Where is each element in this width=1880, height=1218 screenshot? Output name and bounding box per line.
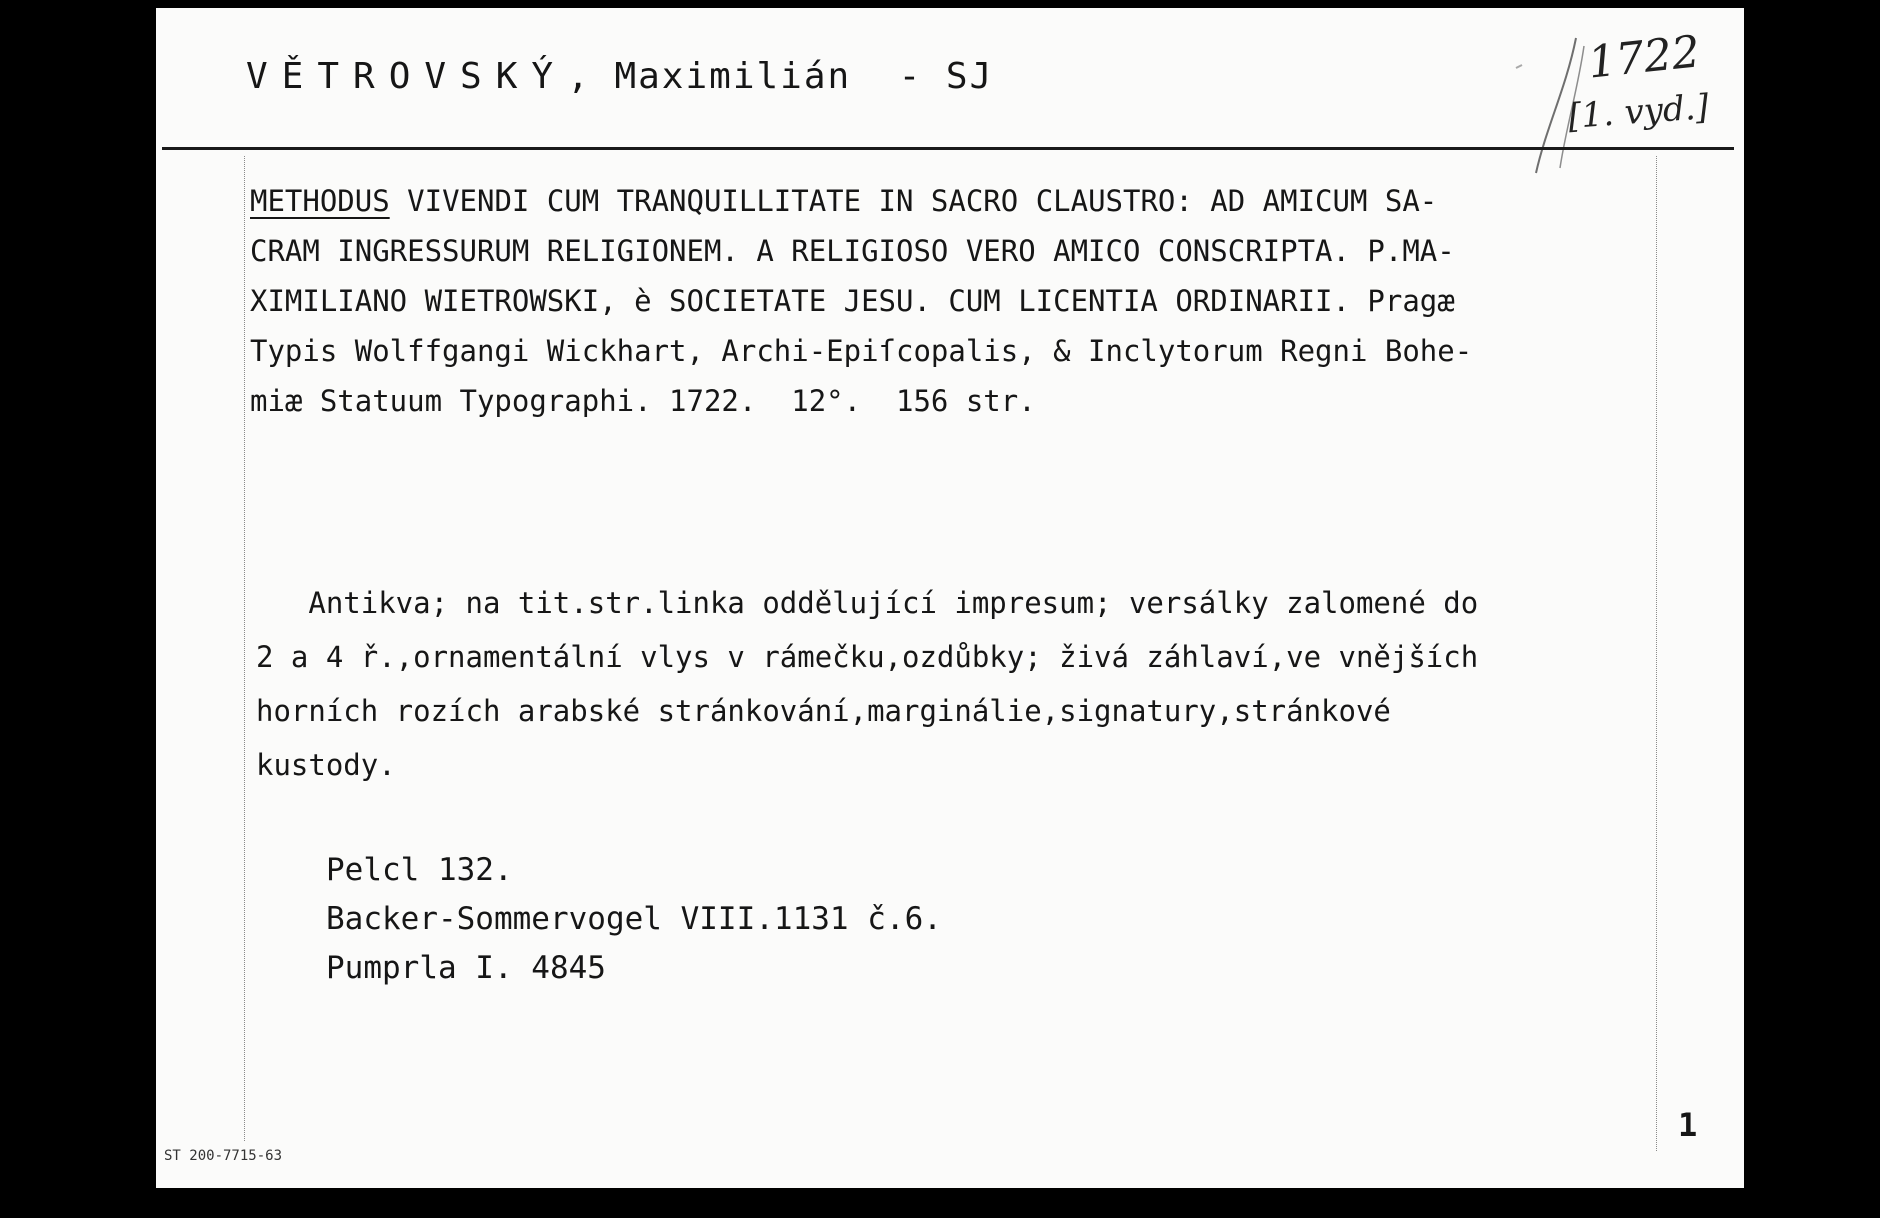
title-line: CRAM INGRESSURUM RELIGIONEM. A RELIGIOSO VERO AMICO CONSCRIPTA. P.MA- bbox=[250, 234, 1455, 268]
author-given-name: Maximilián bbox=[614, 56, 852, 97]
left-margin-rule bbox=[244, 156, 245, 1141]
physical-description bbox=[256, 576, 1656, 792]
religious-order: - SJ bbox=[898, 56, 994, 97]
description-line: horních rozích arabské stránkování,marginálie,signatury,stránkové bbox=[256, 694, 1391, 728]
reference-item: Pumprla I. 4845 bbox=[326, 950, 606, 986]
title-line: Typis Wolffgangi Wickhart, Archi-Epiſcopalis, & Inclytorum Regni Bohe- bbox=[250, 334, 1473, 368]
form-code: ST 200-7715-63 bbox=[164, 1148, 283, 1164]
card-page-number: 1 bbox=[1678, 1106, 1698, 1144]
catalog-card bbox=[156, 8, 1744, 1188]
description-line: Antikva; na tit.str.linka oddělující impresum; versálky zalomené do bbox=[256, 586, 1479, 620]
title-line: miæ Statuum Typographi. 1722. 12°. 156 str. bbox=[250, 384, 1036, 418]
heading-rule bbox=[162, 147, 1734, 150]
handwritten-edition-note: [1. vyd.] bbox=[1566, 87, 1710, 137]
heading-comma: , bbox=[567, 56, 591, 97]
description-line: kustody. bbox=[256, 748, 396, 782]
bibliographic-title bbox=[250, 176, 1650, 426]
title-line: XIMILIANO WIETROWSKI, è SOCIETATE JESU. CUM LICENTIA ORDINARII. Pragæ bbox=[250, 284, 1455, 318]
reference-item: Pelcl 132. bbox=[326, 852, 513, 888]
reference-item: Backer-Sommervogel VIII.1131 č.6. bbox=[326, 901, 942, 937]
card-heading bbox=[246, 56, 993, 97]
right-margin-rule bbox=[1656, 156, 1657, 1151]
author-surname: VĚTROVSKÝ bbox=[246, 56, 568, 97]
title-line: METHODUS VIVENDI CUM TRANQUILLITATE IN SACRO CLAUSTRO: AD AMICUM SA- bbox=[250, 184, 1438, 218]
title-first-word: METHODUS bbox=[250, 184, 390, 218]
references-list bbox=[326, 846, 942, 993]
description-line: 2 a 4 ř.,ornamentální vlys v rámečku,ozdůbky; živá záhlaví,ve vnějších bbox=[256, 640, 1479, 674]
handwritten-year: 1722 bbox=[1585, 26, 1703, 89]
